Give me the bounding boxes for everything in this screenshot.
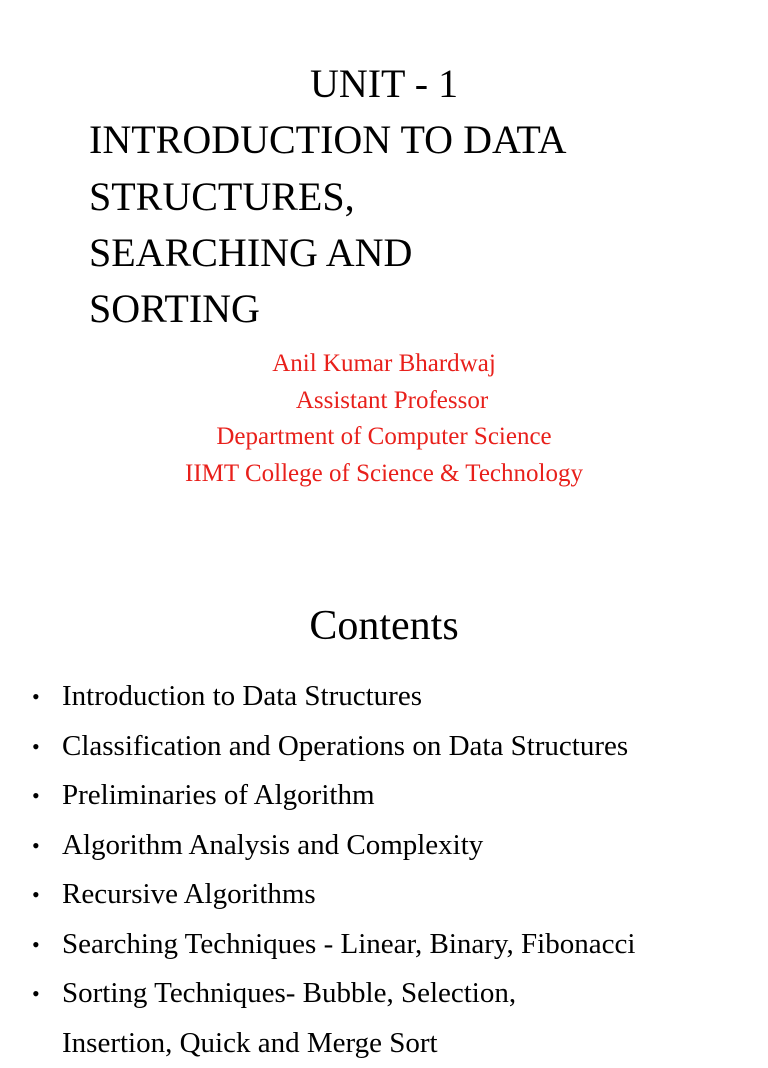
bullet-icon: • [32,771,40,821]
list-item [32,920,635,970]
list-item-continuation [32,1019,635,1068]
contents-list [32,672,635,1068]
contents-heading: Contents [0,598,768,654]
list-item-text: Sorting Techniques- Bubble, Selection, [62,977,516,1009]
contents-slide [0,560,768,1024]
list-item [32,722,635,772]
bullet-icon: • [32,870,40,920]
list-item [32,771,635,821]
author-designation: Assistant Professor [0,383,768,420]
list-item-text: Introduction to Data Structures [62,680,422,712]
unit-label: UNIT - 1 [0,58,768,110]
bullet-icon: • [32,969,40,1019]
list-item-text: Algorithm Analysis and Complexity [62,829,483,861]
bullet-icon: • [32,821,40,871]
author-institution: IIMT College of Science & Technology [0,456,768,493]
list-item-text: Searching Techniques - Linear, Binary, Fibonacci [62,928,635,960]
list-item-text: Classification and Operations on Data Structures [62,730,628,762]
author-department: Department of Computer Science [0,419,768,456]
slide-title-line: STRUCTURES, [89,171,355,223]
bullet-icon: • [32,722,40,772]
list-item-text: Recursive Algorithms [62,878,316,910]
slide-title-line: INTRODUCTION TO DATA [89,114,567,166]
slide-title-line: SORTING [89,283,260,335]
list-item-text: Insertion, Quick and Merge Sort [62,1027,438,1059]
author-name: Anil Kumar Bhardwaj [0,346,768,383]
bullet-icon: • [32,920,40,970]
list-item [32,969,635,1019]
list-item [32,821,635,871]
author-info [0,346,768,492]
bullet-icon: • [32,672,40,722]
slide-title-line: SEARCHING AND [89,227,412,279]
list-item-text: Preliminaries of Algorithm [62,779,375,811]
list-item [32,672,635,722]
list-item [32,870,635,920]
